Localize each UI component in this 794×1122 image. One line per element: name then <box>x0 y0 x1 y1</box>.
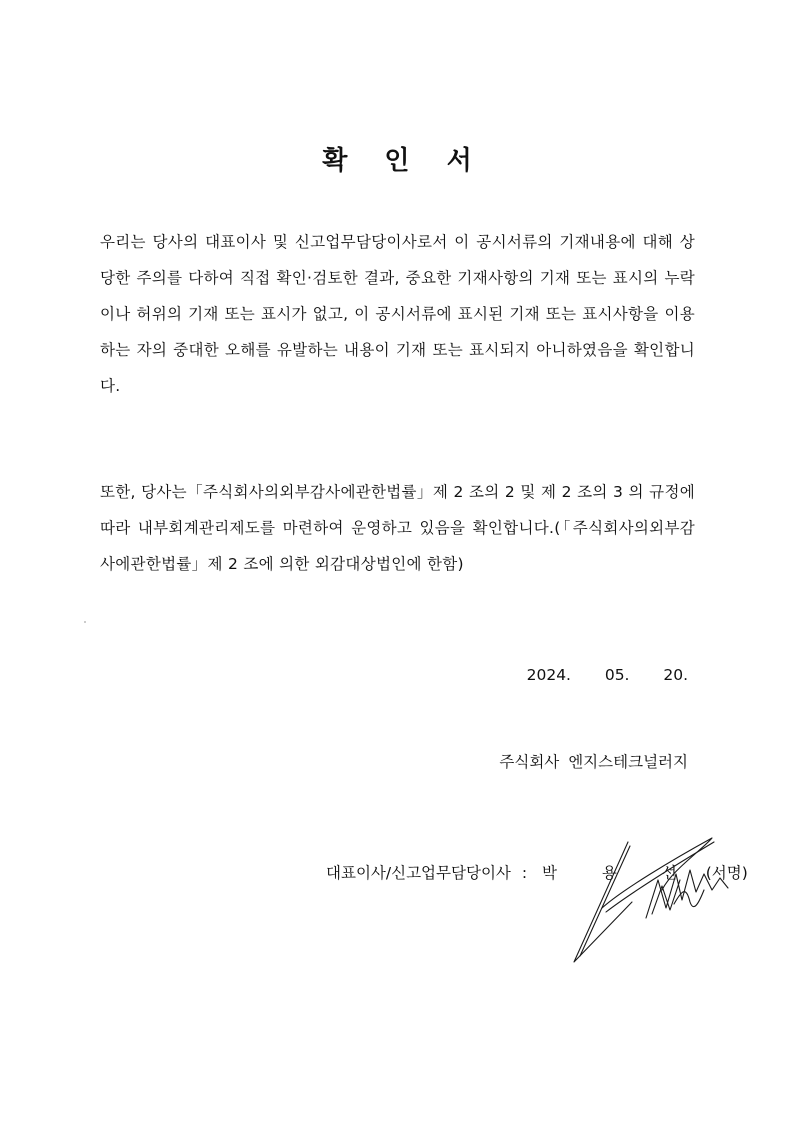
handwritten-signature <box>562 830 742 970</box>
internal-control-paragraph: 또한, 당사는「주식회사의외부감사에관한법률」제 2 조의 2 및 제 2 조의 3 의 규정에 따라 내부회계관리제도를 마련하여 운영하고 있음을 확인합니다.(「주식회사의외부감사에관한법률」제 2 조에 의한 외감대상법인에 한함) <box>100 483 695 573</box>
signer-colon: : <box>521 864 528 882</box>
scan-speck <box>84 621 86 623</box>
signature-line <box>326 861 748 883</box>
document-title: 확 인 서 <box>322 146 486 176</box>
signer-name: 박 용 선 <box>542 864 697 882</box>
document-date: 2024. 05. 20. <box>526 666 688 684</box>
confirmation-paragraph: 우리는 당사의 대표이사 및 신고업무담당이사로서 이 공시서류의 기재내용에 대해 상당한 주의를 다하여 직접 확인·검토한 결과, 중요한 기재사항의 기재 또는 표시의 누락이나 허위의 기재 또는 표시가 없고, 이 공시서류에 표시된 기재 또는 표시사항을 이용하는 자의 중대한 오해를 유발하는 내용이 기재 또는 표시되지 아니하였음을 확인합니다. <box>100 233 695 395</box>
signature-mark-label: (서명) <box>705 864 748 882</box>
signer-role: 대표이사/신고업무담당이사 <box>326 864 511 882</box>
company-name: 주식회사 엔지스테크널러지 <box>499 753 688 771</box>
